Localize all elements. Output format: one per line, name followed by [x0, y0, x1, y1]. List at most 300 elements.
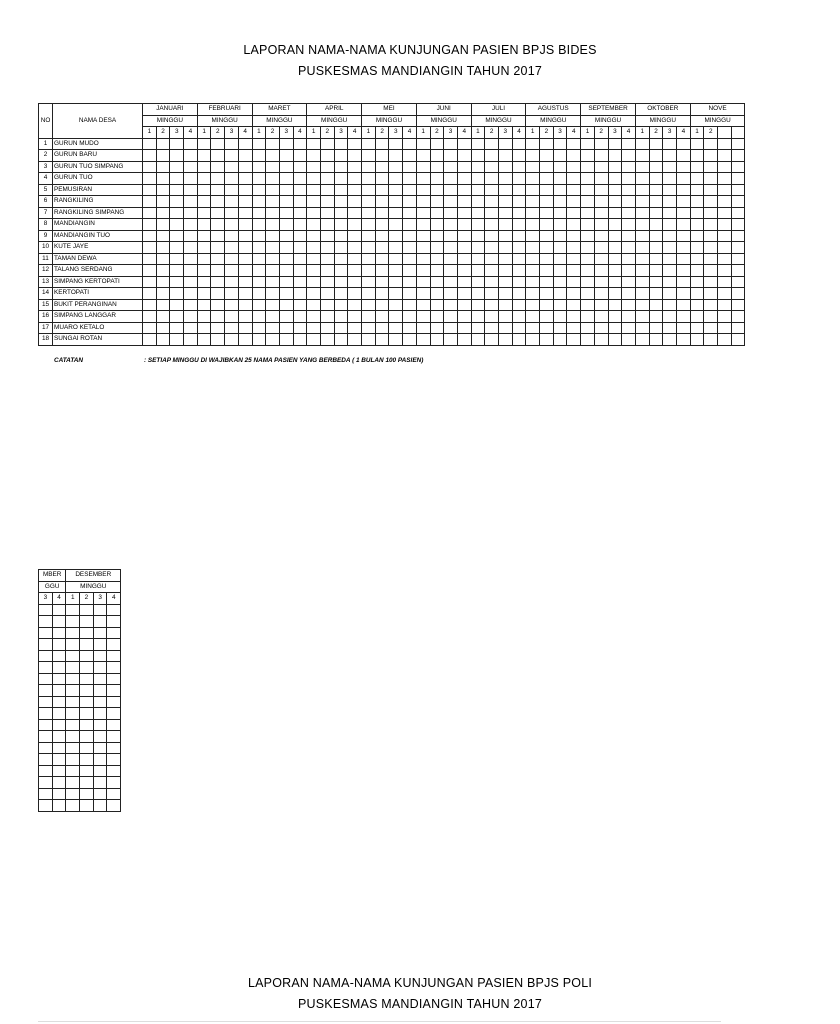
visit-cell [485, 334, 499, 346]
visit-cell [52, 673, 66, 685]
visit-cell [266, 230, 280, 242]
visit-cell [266, 288, 280, 300]
visit-cell [39, 719, 53, 731]
week-number: 1 [526, 127, 540, 139]
visit-cell [718, 173, 732, 185]
row-number: 9 [39, 230, 53, 242]
visit-cell [704, 322, 718, 334]
visit-cell [320, 288, 334, 300]
visit-cell [567, 311, 581, 323]
visit-cell [184, 322, 198, 334]
table-row [39, 184, 745, 196]
visit-cell [690, 242, 704, 254]
visit-cell [170, 161, 184, 173]
table-row [39, 230, 745, 242]
visit-cell [635, 311, 649, 323]
visit-cell [170, 207, 184, 219]
visit-cell [293, 173, 307, 185]
visit-cell [457, 265, 471, 277]
visit-cell [635, 207, 649, 219]
visit-cell [498, 276, 512, 288]
visit-cell [444, 242, 458, 254]
visit-cell [307, 161, 321, 173]
visit-cell [704, 173, 718, 185]
visit-cell [635, 230, 649, 242]
visit-cell [485, 196, 499, 208]
visit-cell [540, 230, 554, 242]
visit-cell [471, 311, 485, 323]
visit-cell [143, 207, 157, 219]
week-number: 2 [211, 127, 225, 139]
visit-cell [80, 765, 94, 777]
report-title-line2: PUSKESMAS MANDIANGIN TAHUN 2017 [298, 64, 542, 78]
visit-cell [485, 219, 499, 231]
table-row [39, 207, 745, 219]
visit-cell [184, 276, 198, 288]
visit-cell [225, 161, 239, 173]
visit-cell [416, 196, 430, 208]
visit-cell [238, 207, 252, 219]
visit-cell [156, 276, 170, 288]
visit-cell [457, 207, 471, 219]
visit-cell [444, 288, 458, 300]
visit-cell [663, 207, 677, 219]
visit-cell [718, 150, 732, 162]
visit-cell [704, 207, 718, 219]
visit-cell [635, 242, 649, 254]
visit-cell [622, 322, 636, 334]
visit-cell [457, 299, 471, 311]
week-number: 4 [403, 127, 417, 139]
visit-cell [608, 173, 622, 185]
visit-cell [184, 173, 198, 185]
visit-cell [170, 299, 184, 311]
visit-cell [622, 173, 636, 185]
village-name: GURUN MUDO [53, 138, 143, 150]
visit-cell [622, 161, 636, 173]
visit-cell [690, 288, 704, 300]
visit-cell [66, 616, 80, 628]
visit-cell [704, 334, 718, 346]
visit-cell [430, 253, 444, 265]
week-number: 3 [279, 127, 293, 139]
visit-cell [334, 138, 348, 150]
table-row [39, 604, 121, 616]
visit-cell [567, 288, 581, 300]
visit-cell [93, 777, 107, 789]
month-header-partial: MBER [39, 570, 66, 582]
visit-cell [197, 230, 211, 242]
visit-cell [93, 754, 107, 766]
visit-cell [403, 230, 417, 242]
table-row [39, 627, 121, 639]
visit-cell [553, 288, 567, 300]
visit-cell [252, 265, 266, 277]
visit-cell [225, 173, 239, 185]
visit-cell [80, 788, 94, 800]
visit-cell [39, 800, 53, 812]
visit-cell [690, 196, 704, 208]
visit-cell [362, 150, 376, 162]
visit-cell [39, 627, 53, 639]
visit-cell [93, 662, 107, 674]
visit-cell [52, 627, 66, 639]
visit-cell [225, 242, 239, 254]
visit-cell [143, 173, 157, 185]
visit-cell [485, 184, 499, 196]
visit-cell [649, 311, 663, 323]
visit-cell [430, 150, 444, 162]
visit-cell [170, 265, 184, 277]
week-number: 1 [307, 127, 321, 139]
visit-cell [416, 265, 430, 277]
visit-cell [320, 253, 334, 265]
visit-cell [567, 322, 581, 334]
visit-cell [416, 276, 430, 288]
visit-cell [156, 173, 170, 185]
visit-cell [307, 288, 321, 300]
visit-cell [211, 265, 225, 277]
visit-cell [649, 219, 663, 231]
visit-cell [252, 219, 266, 231]
visit-cell [718, 288, 732, 300]
visit-cell [320, 207, 334, 219]
village-name: MANDIANGIN [53, 219, 143, 231]
visit-cell [471, 184, 485, 196]
visit-cell [252, 299, 266, 311]
month-header: MEI [362, 104, 417, 116]
visit-cell [704, 253, 718, 265]
visit-cell [608, 219, 622, 231]
visit-cell [704, 242, 718, 254]
visit-cell [526, 196, 540, 208]
village-name: SUNGAI ROTAN [53, 334, 143, 346]
visit-cell [170, 173, 184, 185]
visit-cell [512, 184, 526, 196]
visit-cell [93, 765, 107, 777]
visit-cell [677, 242, 691, 254]
visit-cell [581, 196, 595, 208]
visit-cell [690, 150, 704, 162]
visit-cell [225, 334, 239, 346]
visit-cell [170, 184, 184, 196]
visit-cell [663, 161, 677, 173]
visit-cell [649, 242, 663, 254]
row-number: 5 [39, 184, 53, 196]
week-number [731, 127, 745, 139]
visit-cell [66, 731, 80, 743]
week-label-partial: GGU [39, 581, 66, 593]
visit-cell [581, 265, 595, 277]
week-label: MINGGU [143, 115, 198, 127]
visit-cell [526, 207, 540, 219]
visit-cell [52, 639, 66, 651]
visit-cell [375, 173, 389, 185]
visit-cell [485, 311, 499, 323]
village-name: RANGKILING [53, 196, 143, 208]
visit-cell [690, 265, 704, 277]
visit-cell [156, 184, 170, 196]
visit-cell [156, 322, 170, 334]
visit-cell [184, 207, 198, 219]
visit-cell [731, 242, 745, 254]
visit-cell [66, 604, 80, 616]
visit-cell [567, 184, 581, 196]
visit-cell [39, 765, 53, 777]
visit-cell [663, 196, 677, 208]
visit-cell [334, 196, 348, 208]
visit-cell [635, 161, 649, 173]
visit-cell [663, 276, 677, 288]
visit-cell [718, 311, 732, 323]
visit-cell [211, 288, 225, 300]
visit-cell [594, 184, 608, 196]
visit-cell [225, 265, 239, 277]
visit-cell [279, 334, 293, 346]
week-number: 4 [622, 127, 636, 139]
visit-cell [252, 288, 266, 300]
visit-cell [375, 230, 389, 242]
visit-cell [93, 708, 107, 720]
visit-cell [608, 207, 622, 219]
table-row [39, 173, 745, 185]
visit-cell [430, 242, 444, 254]
visit-cell [320, 219, 334, 231]
visit-cell [622, 230, 636, 242]
visit-cell [211, 207, 225, 219]
visit-cell [718, 196, 732, 208]
week-number: 3 [225, 127, 239, 139]
visit-cell [690, 219, 704, 231]
visit-cell [107, 731, 121, 743]
visit-cell [649, 184, 663, 196]
visit-cell [293, 207, 307, 219]
visit-cell [567, 161, 581, 173]
visit-cell [93, 731, 107, 743]
visit-cell [526, 288, 540, 300]
visit-cell [457, 184, 471, 196]
visit-cell [622, 219, 636, 231]
visit-cell [635, 150, 649, 162]
visit-cell [512, 150, 526, 162]
visit-cell [362, 219, 376, 231]
visit-cell [266, 138, 280, 150]
visit-cell [635, 173, 649, 185]
visit-cell [307, 196, 321, 208]
visit-cell [320, 276, 334, 288]
visit-cell [252, 230, 266, 242]
visit-cell [320, 265, 334, 277]
visit-cell [389, 138, 403, 150]
visit-cell [731, 196, 745, 208]
visit-cell [649, 322, 663, 334]
week-number: 4 [293, 127, 307, 139]
visit-cell [362, 322, 376, 334]
week-number: 2 [485, 127, 499, 139]
visit-cell [307, 322, 321, 334]
visit-cell [731, 184, 745, 196]
visit-cell [348, 219, 362, 231]
visit-cell [307, 334, 321, 346]
visit-cell [266, 184, 280, 196]
visit-cell [498, 184, 512, 196]
visit-cell [594, 230, 608, 242]
visit-cell [252, 184, 266, 196]
visit-cell [594, 253, 608, 265]
visit-cell [66, 696, 80, 708]
visit-cell [444, 150, 458, 162]
visit-cell [553, 299, 567, 311]
visit-cell [252, 196, 266, 208]
visit-cell [293, 161, 307, 173]
visit-cell [107, 708, 121, 720]
visit-cell [540, 288, 554, 300]
visit-cell [512, 334, 526, 346]
visit-cell [279, 173, 293, 185]
visit-cell [581, 219, 595, 231]
visit-cell [266, 173, 280, 185]
visit-cell [107, 662, 121, 674]
visit-cell [731, 138, 745, 150]
visit-cell [156, 242, 170, 254]
table-row [39, 322, 745, 334]
visit-cell [622, 150, 636, 162]
visit-cell [471, 161, 485, 173]
table-row [39, 800, 121, 812]
week-number: 1 [252, 127, 266, 139]
visit-cell [307, 311, 321, 323]
month-header: OKTOBER [635, 104, 690, 116]
visit-cell [238, 196, 252, 208]
visit-cell [279, 311, 293, 323]
visit-cell [238, 288, 252, 300]
visit-cell [498, 299, 512, 311]
visit-cell [238, 242, 252, 254]
visit-cell [266, 334, 280, 346]
visit-cell [498, 334, 512, 346]
visit-cell [80, 639, 94, 651]
visit-cell [348, 161, 362, 173]
week-number: 2 [320, 127, 334, 139]
visit-cell [581, 184, 595, 196]
visit-cell [238, 173, 252, 185]
visit-cell [540, 334, 554, 346]
visit-cell [170, 219, 184, 231]
visit-cell [512, 265, 526, 277]
visit-cell [512, 161, 526, 173]
visit-cell [143, 230, 157, 242]
visit-cell [635, 276, 649, 288]
visit-cell [279, 230, 293, 242]
visit-cell [143, 184, 157, 196]
visit-cell [430, 288, 444, 300]
page-divider [38, 1021, 721, 1022]
visit-cell [430, 276, 444, 288]
visit-cell [389, 161, 403, 173]
week-number: 1 [471, 127, 485, 139]
visit-cell [403, 138, 417, 150]
visit-cell [444, 219, 458, 231]
visit-cell [704, 265, 718, 277]
row-number: 11 [39, 253, 53, 265]
visit-cell [375, 299, 389, 311]
visit-cell [663, 265, 677, 277]
visit-cell [389, 311, 403, 323]
visit-cell [430, 207, 444, 219]
visit-cell [622, 196, 636, 208]
visit-cell [39, 639, 53, 651]
visit-cell [622, 311, 636, 323]
visit-cell [80, 777, 94, 789]
visit-cell [389, 196, 403, 208]
visit-cell [389, 242, 403, 254]
visit-cell [567, 242, 581, 254]
village-name: SIMPANG KERTOPATI [53, 276, 143, 288]
visit-cell [389, 322, 403, 334]
visit-cell [594, 242, 608, 254]
visit-cell [389, 288, 403, 300]
visit-cell [581, 230, 595, 242]
visit-cell [211, 311, 225, 323]
visit-cell [389, 334, 403, 346]
visit-cell [52, 777, 66, 789]
week-number: 4 [184, 127, 198, 139]
visit-cell [52, 731, 66, 743]
visit-cell [416, 230, 430, 242]
header-no: NO [39, 104, 53, 139]
visit-cell [334, 184, 348, 196]
visit-cell [608, 265, 622, 277]
visit-cell [540, 299, 554, 311]
visit-cell [444, 173, 458, 185]
visit-cell [211, 253, 225, 265]
visit-cell [635, 253, 649, 265]
village-name: TALANG SERDANG [53, 265, 143, 277]
visit-cell [184, 161, 198, 173]
visit-cell [266, 242, 280, 254]
visit-cell [307, 299, 321, 311]
visit-cell [348, 173, 362, 185]
visit-cell [107, 754, 121, 766]
visit-cell [389, 230, 403, 242]
visit-cell [704, 219, 718, 231]
visit-cell [444, 322, 458, 334]
visit-cell [622, 276, 636, 288]
visit-cell [430, 322, 444, 334]
visit-cell [608, 184, 622, 196]
week-number: 3 [170, 127, 184, 139]
visit-cell [457, 253, 471, 265]
visit-cell [348, 207, 362, 219]
visit-cell [457, 173, 471, 185]
visit-cell [622, 242, 636, 254]
visit-cell [444, 253, 458, 265]
visit-cell [225, 138, 239, 150]
visit-cell [731, 299, 745, 311]
visit-cell [389, 276, 403, 288]
visit-cell [403, 161, 417, 173]
visit-cell [307, 276, 321, 288]
visit-cell [471, 276, 485, 288]
visit-cell [677, 276, 691, 288]
visit-cell [704, 299, 718, 311]
visit-cell [39, 788, 53, 800]
visit-cell [170, 230, 184, 242]
visit-cell [430, 265, 444, 277]
week-label: MINGGU [362, 115, 417, 127]
visit-cell [444, 196, 458, 208]
week-number: 2 [266, 127, 280, 139]
